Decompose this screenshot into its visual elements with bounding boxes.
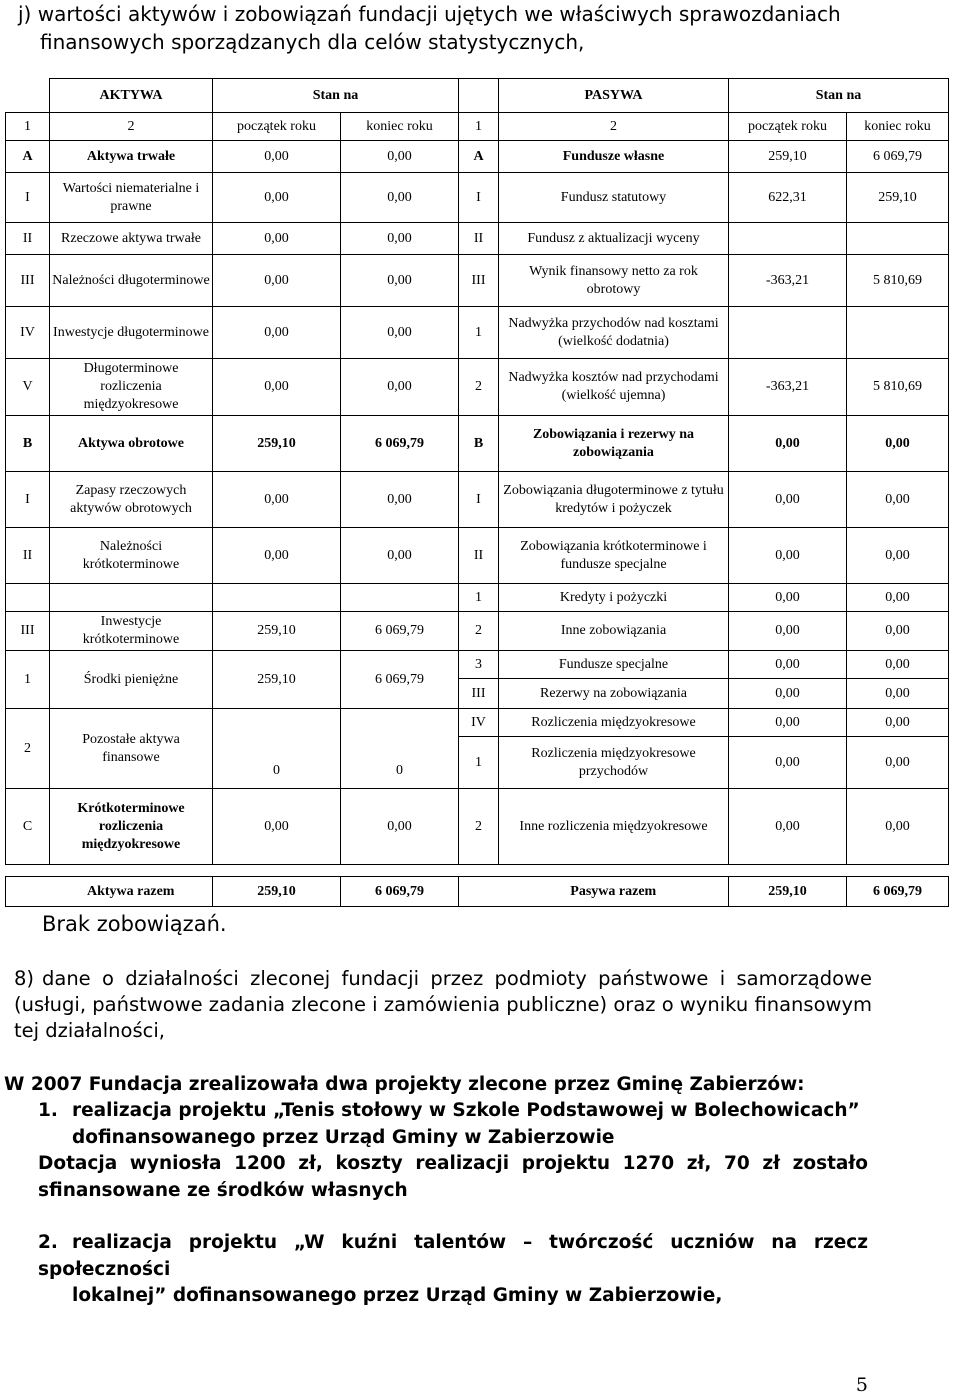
cell: 0,00 (213, 307, 341, 359)
cell: 259,10 (213, 877, 341, 907)
project-1 (38, 1098, 868, 1151)
balance-table (5, 78, 949, 907)
table-row (6, 651, 949, 679)
cell: C (6, 789, 50, 865)
cell: 0,00 (847, 528, 949, 584)
header-stan-na-pasywa: Stan na (729, 79, 949, 113)
subheader-cell: 2 (499, 113, 729, 141)
cell: II (459, 223, 499, 255)
brak-zobowiazan: Brak zobowiązań. (42, 912, 227, 936)
project-1-number: 1. (38, 1100, 58, 1121)
subheader-cell: koniec roku (341, 113, 459, 141)
cell: I (459, 472, 499, 528)
cell: 259,10 (729, 877, 847, 907)
cell: Rezerwy na zobowiązania (499, 679, 729, 709)
cell: 0,00 (729, 709, 847, 737)
cell: -363,21 (729, 255, 847, 307)
cell: Inwestycje krótkoterminowe (50, 612, 213, 651)
cell: I (6, 472, 50, 528)
cell: 0,00 (729, 584, 847, 612)
cell: Kredyty i pożyczki (499, 584, 729, 612)
cell: 0,00 (729, 416, 847, 472)
cell: Fundusze specjalne (499, 651, 729, 679)
subheader-cell: początek roku (729, 113, 847, 141)
cell: 0,00 (341, 528, 459, 584)
cell: Zobowiązania długoterminowe z tytułu kredytów i pożyczek (499, 472, 729, 528)
cell: Inne zobowiązania (499, 612, 729, 651)
cell: 0,00 (729, 528, 847, 584)
cell: Należności krótkoterminowe (50, 528, 213, 584)
cell: 0,00 (213, 141, 341, 173)
cell: 1 (459, 737, 499, 789)
subheader-cell: początek roku (213, 113, 341, 141)
cell: 0,00 (341, 255, 459, 307)
heading-j-line2: finansowych sporządzanych dla celów statystycznych, (40, 30, 585, 54)
cell: 2 (459, 359, 499, 416)
cell: III (6, 255, 50, 307)
table-header-row (6, 79, 949, 113)
cell: 2 (459, 789, 499, 865)
project-2-line1: realizacja projektu „W kuźni talentów – twórczość uczniów na rzecz społeczności (38, 1232, 868, 1280)
cell: Środki pieniężne (50, 651, 213, 709)
cell: Aktywa obrotowe (50, 416, 213, 472)
project-2 (38, 1230, 868, 1310)
cell: 0,00 (213, 472, 341, 528)
subheader-cell: 2 (50, 113, 213, 141)
cell: Inwestycje długoterminowe (50, 307, 213, 359)
cell: 0,00 (847, 709, 949, 737)
item-8-text: dane o działalności zleconej fundacji przez podmioty państwowe i samorządowe (usługi, państwowe zadania zlecone i zamówienia publiczne) oraz o wyniku finansowym tej działalności, (14, 967, 872, 1042)
cell: B (6, 416, 50, 472)
cell: 0,00 (341, 472, 459, 528)
cell: 0,00 (729, 651, 847, 679)
cell (847, 223, 949, 255)
cell: -363,21 (729, 359, 847, 416)
cell: II (459, 528, 499, 584)
cell (847, 307, 949, 359)
table-subheader-row (6, 113, 949, 141)
cell: III (459, 679, 499, 709)
cell: Fundusz z aktualizacji wyceny (499, 223, 729, 255)
project-1-line1: realizacja projektu „Tenis stołowy w Szkole Podstawowej w Bolechowicach” (72, 1100, 860, 1121)
subheader-cell: 1 (6, 113, 50, 141)
cell: 6 069,79 (341, 651, 459, 709)
header-aktywa: AKTYWA (50, 79, 213, 113)
cell: 0,00 (341, 359, 459, 416)
cell: 0,00 (213, 173, 341, 223)
cell: 6 069,79 (847, 141, 949, 173)
cell: Fundusze własne (499, 141, 729, 173)
cell: 1 (6, 651, 50, 709)
page-number: 5 (855, 1374, 868, 1396)
project-2-line2: lokalnej” dofinansowanego przez Urząd Gminy w Zabierzowie, (72, 1285, 723, 1306)
total-pasywa-label: Pasywa razem (499, 877, 729, 907)
cell (729, 307, 847, 359)
cell: 1 (459, 584, 499, 612)
w2007-heading: W 2007 Fundacja zrealizowała dwa projekty zlecone przez Gminę Zabierzów: (4, 1074, 805, 1095)
dotacja-text: Dotacja wyniosła 1200 zł, koszty realizacji projektu 1270 zł, 70 zł zostało sfinansowane ze środków własnych (38, 1153, 868, 1201)
subheader-cell: koniec roku (847, 113, 949, 141)
table-row (6, 307, 949, 359)
cell: III (6, 612, 50, 651)
table-row (6, 789, 949, 865)
cell: 1 (459, 307, 499, 359)
cell: IV (6, 307, 50, 359)
cell: 0,00 (341, 141, 459, 173)
cell: 259,10 (847, 173, 949, 223)
cell: 0,00 (847, 612, 949, 651)
cell: 0,00 (847, 584, 949, 612)
cell: Zobowiązania i rezerwy na zobowiązania (499, 416, 729, 472)
cell: II (6, 528, 50, 584)
heading-j (18, 0, 918, 56)
cell: Zobowiązania krótkoterminowe i fundusze specjalne (499, 528, 729, 584)
cell (729, 223, 847, 255)
cell: 0,00 (341, 307, 459, 359)
table-row (6, 472, 949, 528)
cell: III (459, 255, 499, 307)
heading-j-line1: j) wartości aktywów i zobowiązań fundacji ujętych we właściwych sprawozdaniach (18, 2, 841, 26)
cell: 0,00 (729, 737, 847, 789)
cell: 5 810,69 (847, 255, 949, 307)
cell: Rzeczowe aktywa trwałe (50, 223, 213, 255)
cell: 0,00 (847, 651, 949, 679)
item-8-number: 8) (14, 967, 35, 990)
cell: 3 (459, 651, 499, 679)
cell: 259,10 (213, 651, 341, 709)
cell: Nadwyżka kosztów nad przychodami (wielkość ujemna) (499, 359, 729, 416)
table-row (6, 223, 949, 255)
table-row (6, 359, 949, 416)
cell: B (459, 416, 499, 472)
cell: 0,00 (847, 416, 949, 472)
cell: Nadwyżka przychodów nad kosztami (wielkość dodatnia) (499, 307, 729, 359)
cell: 0,00 (729, 612, 847, 651)
cell: Należności długoterminowe (50, 255, 213, 307)
cell: 0,00 (213, 255, 341, 307)
cell: 0,00 (729, 679, 847, 709)
cell: 6 069,79 (341, 612, 459, 651)
item-8 (14, 966, 872, 1044)
table-row (6, 416, 949, 472)
cell: Pozostałe aktywa finansowe (50, 709, 213, 789)
cell: Wartości niematerialne i prawne (50, 173, 213, 223)
project-2-number: 2. (38, 1232, 58, 1253)
cell: 0 (341, 709, 459, 789)
cell: Aktywa trwałe (50, 141, 213, 173)
table-row (6, 709, 949, 737)
cell: 0,00 (847, 472, 949, 528)
cell: Krótkoterminowe rozliczenia międzyokresowe (50, 789, 213, 865)
table-row (6, 584, 949, 612)
cell: II (6, 223, 50, 255)
cell: Wynik finansowy netto za rok obrotowy (499, 255, 729, 307)
cell: 0,00 (847, 789, 949, 865)
table-row (6, 255, 949, 307)
cell: 6 069,79 (341, 416, 459, 472)
cell: 0,00 (729, 789, 847, 865)
header-pasywa: PASYWA (499, 79, 729, 113)
totals-row (6, 877, 949, 907)
cell: A (459, 141, 499, 173)
cell: 0,00 (341, 223, 459, 255)
cell: Rozliczenia międzyokresowe (499, 709, 729, 737)
cell: V (6, 359, 50, 416)
total-aktywa-label: Aktywa razem (50, 877, 213, 907)
table-row (6, 528, 949, 584)
cell: Fundusz statutowy (499, 173, 729, 223)
cell: 0,00 (341, 173, 459, 223)
cell: Zapasy rzeczowych aktywów obrotowych (50, 472, 213, 528)
table-row (6, 612, 949, 651)
cell: 0,00 (729, 472, 847, 528)
cell: 0,00 (341, 789, 459, 865)
cell: IV (459, 709, 499, 737)
cell: Długoterminowe rozliczenia międzyokresowe (50, 359, 213, 416)
cell: A (6, 141, 50, 173)
cell: 622,31 (729, 173, 847, 223)
cell: 2 (6, 709, 50, 789)
cell: Inne rozliczenia międzyokresowe (499, 789, 729, 865)
cell: 6 069,79 (847, 877, 949, 907)
cell: 259,10 (729, 141, 847, 173)
cell: 259,10 (213, 612, 341, 651)
subheader-cell: 1 (459, 113, 499, 141)
cell: 0,00 (213, 359, 341, 416)
cell: I (459, 173, 499, 223)
cell: 0,00 (847, 679, 949, 709)
header-stan-na-aktywa: Stan na (213, 79, 459, 113)
project-1-line2: dofinansowanego przez Urząd Gminy w Zabierzowie (72, 1126, 615, 1148)
table-row (6, 173, 949, 223)
cell: 259,10 (213, 416, 341, 472)
cell: 2 (459, 612, 499, 651)
cell: 0,00 (847, 737, 949, 789)
cell: 0,00 (213, 789, 341, 865)
cell: 0,00 (213, 223, 341, 255)
cell: 0 (213, 709, 341, 789)
cell: I (6, 173, 50, 223)
cell: 0,00 (213, 528, 341, 584)
cell: 5 810,69 (847, 359, 949, 416)
table-row (6, 141, 949, 173)
cell: Rozliczenia międzyokresowe przychodów (499, 737, 729, 789)
cell: 6 069,79 (341, 877, 459, 907)
